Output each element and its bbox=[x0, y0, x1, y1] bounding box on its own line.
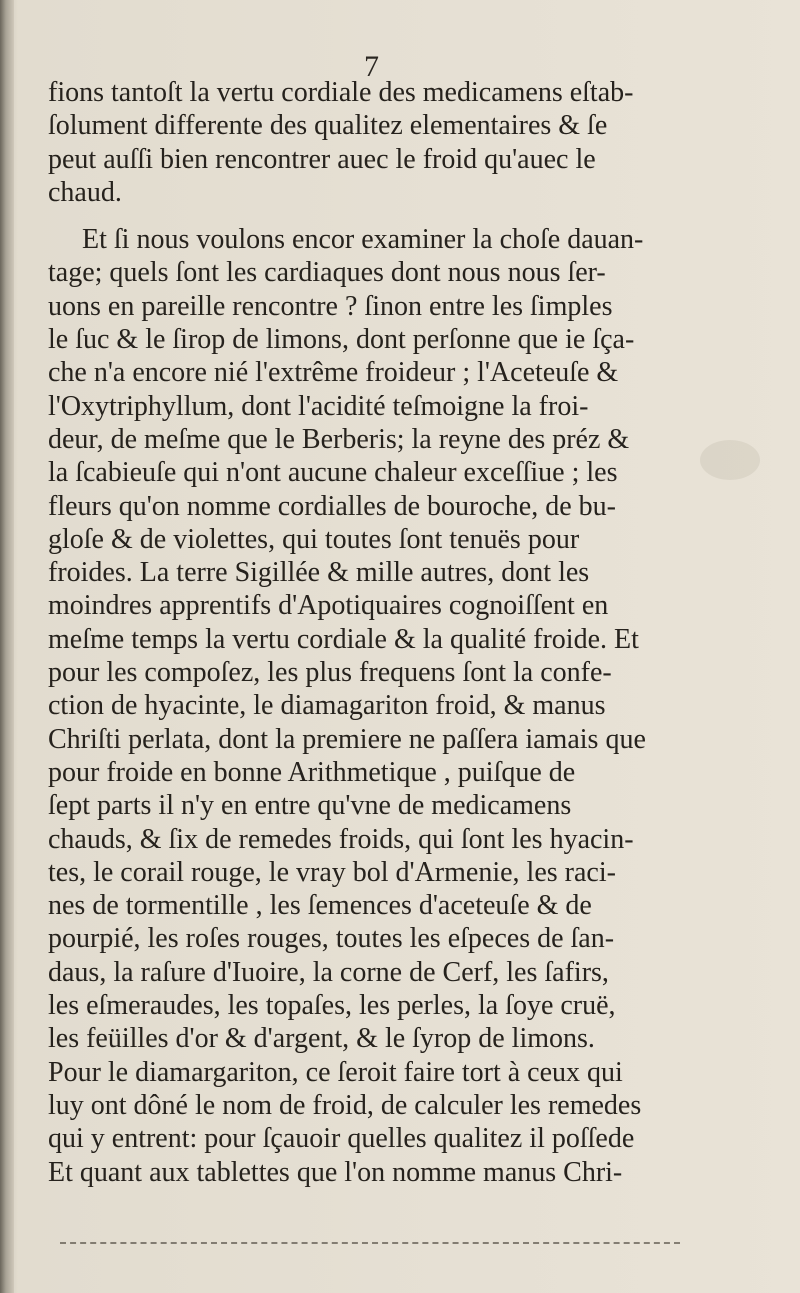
text-line: fleurs qu'on nomme cordialles de bouroche, de bu- bbox=[48, 490, 616, 522]
text-line: ction de hyacinte, le diamagariton froid, & manus bbox=[48, 690, 606, 722]
paragraph bbox=[48, 223, 760, 1189]
paragraph-gap bbox=[48, 209, 760, 223]
text-line: Et ſi nous voulons encor examiner la choſe dauan- bbox=[82, 224, 644, 256]
paragraph bbox=[48, 76, 760, 209]
text-line: ſept parts il n'y en entre qu'vne de medicamens bbox=[48, 790, 572, 822]
text-line: moindres apprentifs d'Apotiquaires cognoiſſent en bbox=[48, 590, 609, 622]
text-line: deur, de meſme que le Berberis; la reyne des préz & bbox=[48, 423, 630, 455]
text-line: les eſmeraudes, les topaſes, les perles, la ſoye cruë, bbox=[48, 990, 616, 1022]
footer-rule bbox=[60, 1240, 680, 1244]
text-line: Et quant aux tablettes que l'on nomme manus Chri- bbox=[48, 1156, 623, 1188]
text-line: tage; quels ſont les cardiaques dont nous nous ſer- bbox=[48, 257, 606, 289]
text-line: Pour le diamargariton, ce ſeroit faire tort à ceux qui bbox=[48, 1056, 623, 1088]
text-line: ſolument differente des qualitez elementaires & ſe bbox=[48, 110, 608, 142]
text-line: l'Oxytriphyllum, dont l'acidité teſmoigne la froi- bbox=[48, 390, 589, 422]
page-number: 7 bbox=[364, 50, 379, 83]
body-text bbox=[48, 76, 760, 1189]
text-line: chauds, & ſix de remedes froids, qui ſont les hyacin- bbox=[48, 823, 634, 855]
text-line: pourpié, les roſes rouges, toutes les eſpeces de ſan- bbox=[48, 923, 615, 955]
text-line: Chriſti perlata, dont la premiere ne paſſera iamais que bbox=[48, 723, 646, 755]
text-line: le ſuc & le ſirop de limons, dont perſonne que ie ſça- bbox=[48, 324, 635, 356]
text-line: uons en pareille rencontre ? ſinon entre les ſimples bbox=[48, 290, 613, 322]
text-line: pour les compoſez, les plus frequens ſont la confe- bbox=[48, 657, 612, 689]
text-line: nes de tormentille , les ſemences d'aceteuſe & de bbox=[48, 890, 592, 922]
text-line: chaud. bbox=[48, 176, 122, 208]
text-line: froides. La terre Sigillée & mille autres, dont les bbox=[48, 557, 590, 589]
text-line: peut auſſi bien rencontrer auec le froid qu'auec le bbox=[48, 143, 596, 175]
text-line: luy ont dôné le nom de froid, de calculer les remedes bbox=[48, 1089, 642, 1121]
text-line: pour froide en bonne Arithmetique , puiſque de bbox=[48, 756, 576, 788]
text-line: les feüilles d'or & d'argent, & le ſyrop de limons. bbox=[48, 1023, 595, 1055]
text-line: meſme temps la vertu cordiale & la qualité froide. Et bbox=[48, 623, 639, 655]
text-line: fions tantoſt la vertu cordiale des medicamens eſtab- bbox=[48, 77, 634, 108]
text-line: daus, la raſure d'Iuoire, la corne de Cerf, les ſafirs, bbox=[48, 956, 609, 988]
book-gutter bbox=[0, 0, 14, 1293]
text-line: la ſcabieuſe qui n'ont aucune chaleur exceſſiue ; les bbox=[48, 457, 618, 489]
text-line: che n'a encore nié l'extrême froideur ; l'Aceteuſe & bbox=[48, 357, 619, 389]
text-line: gloſe & de violettes, qui toutes ſont tenuës pour bbox=[48, 523, 580, 555]
text-line: qui y entrent: pour ſçauoir quelles qualitez il poſſede bbox=[48, 1123, 635, 1155]
text-line: tes, le corail rouge, le vray bol d'Armenie, les raci- bbox=[48, 856, 616, 888]
